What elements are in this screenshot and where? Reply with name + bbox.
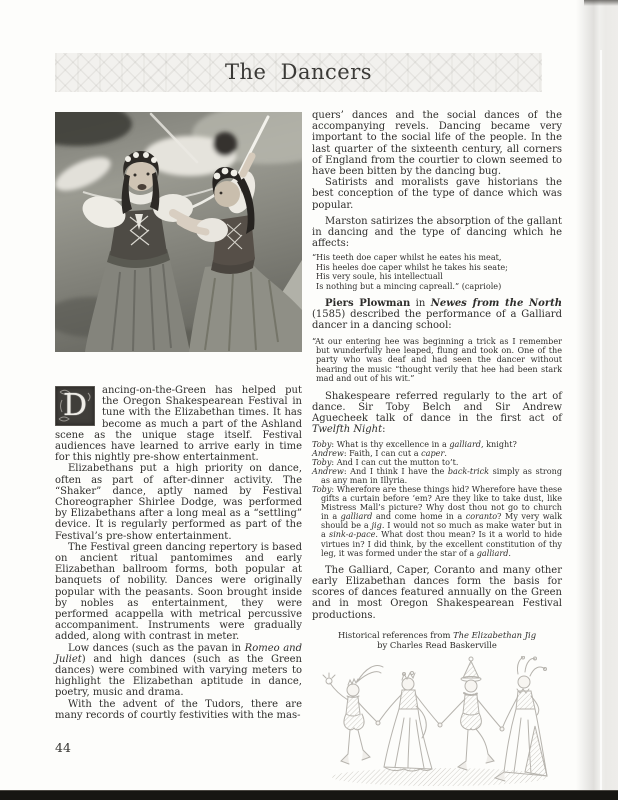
illustration-caption [312,630,562,650]
piers-quote: “At our entering hee was beginning a trick as I remember but wunderfully hee leaped, flung and took on. One of the party who was deaf and had seen the dancer without hearing the music “thought verily that hee had been stark mad and out of his wit.” [312,335,562,384]
caption-line-1: Historical references from The Elizabethan Jig [337,629,537,640]
right-paragraph-4: Piers Plowman in Newes from the North (1585) described the performance of a Galliard dancer in a dancing school: [312,298,562,332]
book-page-edge-shadow [576,0,618,800]
right-paragraph-6: The Galliard, Caper, Coranto and many other early Elizabethan dances form the basis for scores of dances featured annually on the Green and in most Oregon Shakespearean Festival productions. [312,564,562,621]
page-title: The Dancers [224,60,373,84]
ornamental-title-band [55,53,542,92]
dialogue-line: Toby: What is thy excellence in a galliard, knight? [312,438,517,449]
right-paragraph-1: quers’ dances and the social dances of the accompanying revels. Dancing became very important to the social life of the people. In the last quarter of the sixteenth century, all corners of England from the courtier to clown seemed to have been bitten by the dancing bug. [312,110,562,178]
decorative-initial [55,386,95,426]
left-text-column [55,112,302,721]
left-paragraph-3: The Festival green dancing repertory is based on ancient ritual pantomimes and early Elizabethan ballroom forms, both popular at banquets of nobility. Dances were originally popular with the peasants. Soon brought inside by nobles as entertainment, they were performed acappella with metrical percussive accompaniment. Instruments were gradually added, along with contrast in meter. [55,541,302,643]
book-bottom-edge [0,791,618,800]
left-paragraph-1 [55,385,302,463]
right-text-column [312,110,562,794]
right-paragraph-3: Marston satirizes the absorption of the gallant in dancing and the type of dancing which he affects: [312,215,562,250]
quote-line: His heeles doe caper whilst he takes his seate; [316,261,508,272]
left-paragraph-4: Low dances (such as the pavan in Romeo and Juliet) and high dances (such as the Green dances) were combined with varying meters to highlight the Elizabethan aptitude in dance, poetry, music and drama. [55,642,303,699]
marston-quote [312,253,562,291]
caption-line-2: by Charles Read Baskerville [377,639,497,650]
woodcut-illustration [312,656,562,794]
quote-line: His very soule, his intellectuall [316,271,443,282]
right-paragraph-5: Shakespeare referred regularly to the art of dance. Sir Toby Belch and Sir Andrew Aguecheek talk of dance in the first act of Twelfth Night: [312,390,562,436]
right-paragraph-2: Satirists and moralists gave historians the best conception of the type of dance which was popular. [312,177,562,211]
dancing-figures-woodcut [320,656,555,791]
quote-line: Is nothing but a mincing capreall.” (capriole) [316,280,502,291]
top-edge-shadow [584,0,618,6]
quote-line: “His teeth doe caper whilst he eates his meat, [312,252,502,263]
page-edge-highlight [600,50,602,791]
left-paragraph-1-text: ancing-on-the-Green has helped put the Oregon Shakespearean Festival in tune with the Elizabethan times. It has become as much a part of the Ashland scene as the unique stage itself. Festival audiences have learned to arrive early in time for this nightly pre-show entertainment. [55,385,302,464]
twelfth-night-dialogue [312,440,562,558]
left-paragraph-5: With the advent of the Tudors, there are many records of courtly festivities with the mas- [55,698,302,721]
dialogue-line: Toby: And I can cut the mutton to’t. [312,456,459,467]
dialogue-line: Andrew: And I think I have the back-trick simply as strong as any man in Illyria. [312,465,562,485]
dialogue-line: Andrew: Faith, I can cut a caper. [312,447,447,458]
photo-spacer [55,112,302,385]
left-paragraph-2: Elizabethans put a high priority on dance, often as part of after-dinner activity. The “Shaker” dance, aptly named by Festival Choreographer Shirlee Dodge, was performed by Elizabethans after a long meal as a “settling” device. It is regularly performed as part of the Festival’s pre-show entertainment. [55,463,302,542]
dialogue-line: Toby: Wherefore are these things hid? Wherefore have these gifts a curtain before ’em? Are they like to take dust, like Mistress Mall’s picture? Why dost thou not go to church in a galliard and come home in a coranto? My very walk should be a jig. I would not so much as make water but in a sink-a-pace. What dost thou mean? Is it a world to hide virtues in? I did think, by the excellent constitution of thy leg, it was formed under the star of a galliard. [312,483,562,558]
dropcap-letter: D [62,388,88,424]
page-number: 44 [55,740,71,755]
